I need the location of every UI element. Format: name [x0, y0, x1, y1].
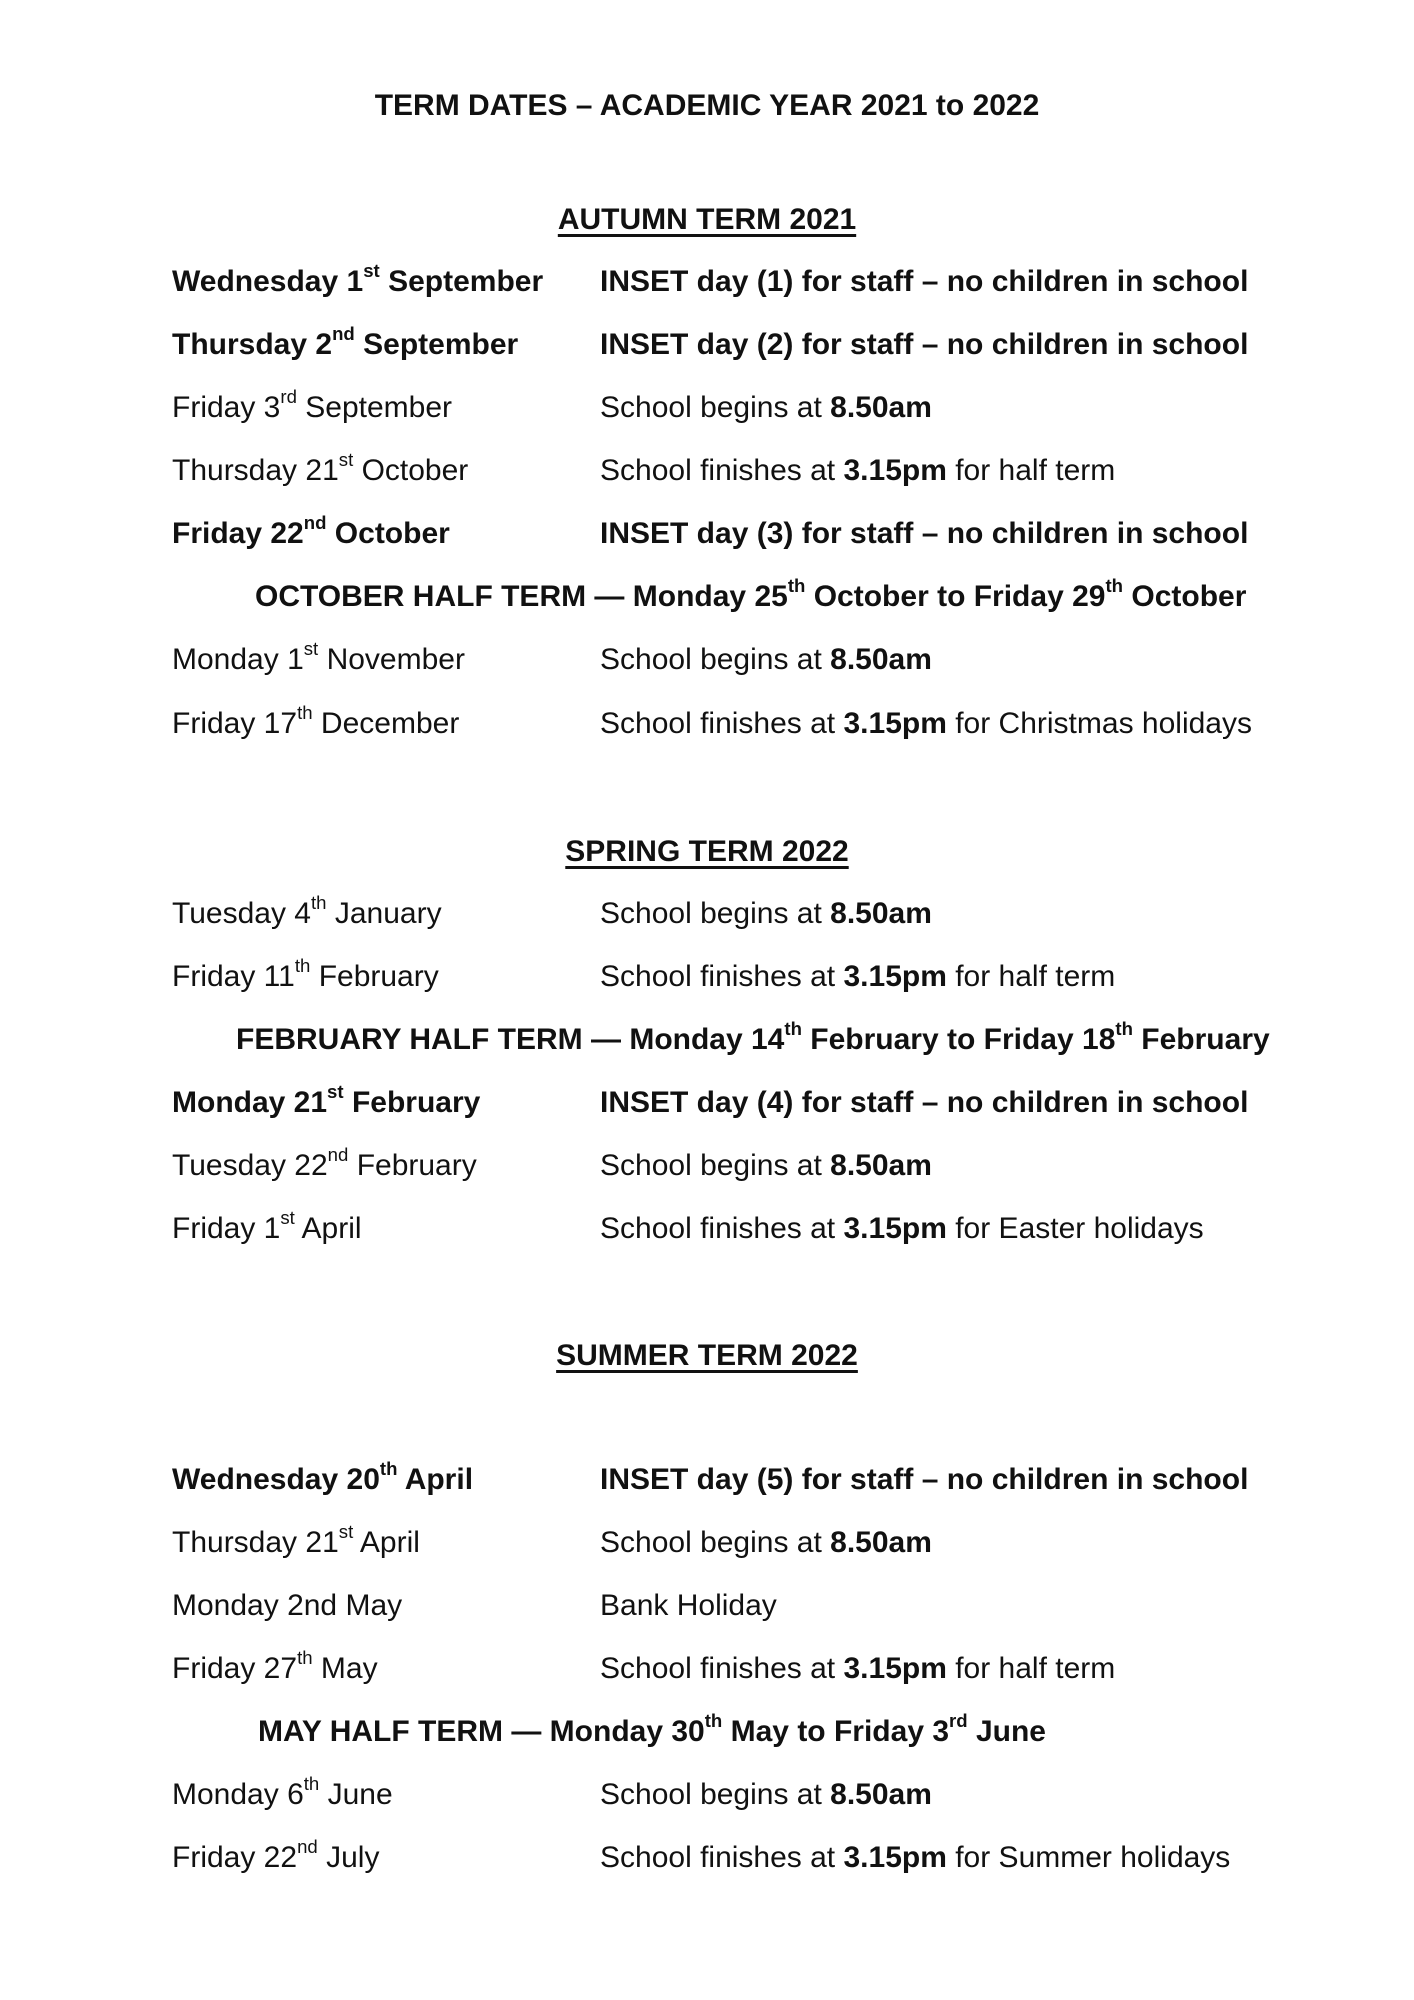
description-text: School begins at [600, 391, 831, 424]
ordinal-suffix: th [297, 702, 313, 724]
half-term-text [255, 577, 1246, 617]
description-cell [600, 1649, 1115, 1689]
date-cell [172, 388, 452, 428]
date-day: Thursday 21 [172, 1526, 339, 1559]
description-cell [600, 957, 1115, 997]
description-cell [600, 514, 1248, 554]
description-text: School finishes at [600, 960, 844, 993]
ordinal-suffix: st [280, 1207, 295, 1229]
date-month: January [334, 897, 442, 930]
ordinal-suffix: th [310, 892, 327, 914]
time-value: 8.50am [830, 1149, 932, 1182]
date-month: June [327, 1778, 393, 1811]
description-cell [600, 325, 1248, 365]
half-term-row [0, 1712, 1414, 1756]
date-cell [172, 894, 442, 934]
date-cell [172, 957, 439, 997]
description-text: INSET day (5) for staff – no children in school [600, 1463, 1249, 1496]
date-day: Friday 1 [172, 1212, 281, 1245]
date-day: Wednesday 20 [172, 1463, 380, 1496]
description-cell [600, 388, 932, 428]
half-term-middle: May to Friday 3 [730, 1715, 950, 1748]
date-row [0, 1460, 1414, 1504]
ordinal-suffix: st [338, 449, 354, 471]
description-cell [600, 1083, 1248, 1123]
description-suffix: for half term [946, 1652, 1116, 1685]
ordinal-suffix: th [704, 1710, 723, 1732]
time-value: 8.50am [830, 391, 932, 424]
date-cell [172, 514, 450, 554]
date-month: May [320, 1652, 378, 1685]
date-row [0, 1523, 1414, 1567]
half-term-end: October [1131, 580, 1247, 613]
date-month: February [318, 960, 439, 993]
date-cell [172, 1146, 477, 1186]
ordinal-suffix: nd [327, 1144, 349, 1166]
ordinal-suffix: st [327, 1081, 344, 1103]
description-cell [600, 1209, 1204, 1249]
description-cell [600, 704, 1252, 744]
ordinal-suffix: st [338, 1521, 354, 1543]
date-row [0, 1838, 1414, 1882]
date-day: Friday 17 [172, 707, 298, 740]
date-day: Monday 2nd May [172, 1589, 403, 1622]
time-value: 8.50am [830, 1778, 932, 1811]
date-row [0, 325, 1414, 369]
date-row [0, 1649, 1414, 1693]
description-cell [600, 451, 1115, 491]
date-month: October [334, 517, 450, 550]
half-term-text [258, 1712, 1046, 1752]
date-cell [172, 1523, 420, 1563]
half-term-label: OCTOBER HALF TERM — Monday 25 [255, 580, 788, 613]
date-month: September [388, 265, 544, 298]
description-text: School finishes at [600, 1841, 844, 1874]
document-title: TERM DATES – ACADEMIC YEAR 2021 to 2022 [374, 89, 1040, 122]
description-suffix: for half term [946, 960, 1116, 993]
description-suffix: for Summer holidays [946, 1841, 1231, 1874]
description-cell [600, 1586, 777, 1626]
time-value: 8.50am [830, 1526, 932, 1559]
date-row [0, 1586, 1414, 1630]
date-month: April [404, 1463, 474, 1496]
description-text: School begins at [600, 1526, 831, 1559]
description-text: Bank Holiday [600, 1589, 777, 1622]
date-row [0, 262, 1414, 306]
date-month: September [363, 328, 519, 361]
time-value: 3.15pm [843, 707, 947, 740]
half-term-label: MAY HALF TERM — Monday 30 [258, 1715, 705, 1748]
date-row [0, 1146, 1414, 1190]
term-heading: SUMMER TERM 2022 [556, 1339, 858, 1372]
description-text: School finishes at [600, 707, 844, 740]
date-row [0, 1209, 1414, 1253]
date-row [0, 451, 1414, 495]
description-cell [600, 262, 1248, 302]
description-suffix: for Easter holidays [946, 1212, 1204, 1245]
date-day: Friday 27 [172, 1652, 298, 1685]
date-row [0, 514, 1414, 558]
date-cell [172, 1586, 402, 1626]
description-cell [600, 1838, 1230, 1878]
half-term-row [0, 1020, 1414, 1064]
date-day: Friday 22 [172, 1841, 298, 1874]
half-term-end: June [975, 1715, 1046, 1748]
date-cell [172, 451, 468, 491]
date-day: Monday 1 [172, 643, 304, 676]
half-term-label: FEBRUARY HALF TERM — Monday 14 [236, 1023, 785, 1056]
date-cell [172, 325, 518, 365]
date-day: Monday 21 [172, 1086, 328, 1119]
description-text: School finishes at [600, 1652, 844, 1685]
ordinal-suffix: st [303, 638, 319, 660]
date-day: Thursday 2 [172, 328, 333, 361]
ordinal-suffix: st [363, 260, 380, 282]
date-day: Monday 6 [172, 1778, 304, 1811]
ordinal-suffix: th [1115, 1018, 1133, 1040]
ordinal-suffix: rd [949, 1710, 968, 1732]
time-value: 3.15pm [843, 1841, 947, 1874]
date-cell [172, 1460, 473, 1500]
date-cell [172, 1775, 393, 1815]
description-text: INSET day (2) for staff – no children in school [600, 328, 1249, 361]
ordinal-suffix: th [294, 955, 311, 977]
date-day: Friday 22 [172, 517, 304, 550]
term-heading: AUTUMN TERM 2021 [557, 203, 857, 236]
date-row [0, 1775, 1414, 1819]
description-text: School finishes at [600, 454, 844, 487]
date-month: September [305, 391, 453, 424]
half-term-end: February [1141, 1023, 1270, 1056]
date-cell [172, 640, 465, 680]
ordinal-suffix: th [303, 1773, 320, 1795]
date-row [0, 1083, 1414, 1127]
half-term-middle: October to Friday 29 [813, 580, 1106, 613]
date-day: Wednesday 1 [172, 265, 364, 298]
date-day: Friday 3 [172, 391, 281, 424]
half-term-row [0, 577, 1414, 621]
ordinal-suffix: th [787, 575, 806, 597]
ordinal-suffix: th [379, 1458, 398, 1480]
time-value: 3.15pm [843, 1212, 947, 1245]
ordinal-suffix: nd [303, 512, 327, 534]
date-cell [172, 262, 543, 302]
date-row [0, 704, 1414, 748]
date-month: October [361, 454, 469, 487]
ordinal-suffix: nd [332, 323, 355, 345]
date-row [0, 640, 1414, 684]
date-cell [172, 1083, 480, 1123]
description-cell [600, 1775, 932, 1815]
description-text: School begins at [600, 643, 831, 676]
description-suffix: for half term [946, 454, 1116, 487]
date-day: Tuesday 22 [172, 1149, 328, 1182]
description-text: School begins at [600, 897, 831, 930]
ordinal-suffix: nd [297, 1836, 318, 1858]
time-value: 3.15pm [843, 1652, 947, 1685]
date-cell [172, 1838, 379, 1878]
ordinal-suffix: th [1105, 575, 1124, 597]
description-text: School begins at [600, 1149, 831, 1182]
half-term-middle: February to Friday 18 [810, 1023, 1116, 1056]
date-day: Tuesday 4 [172, 897, 311, 930]
description-text: School begins at [600, 1778, 831, 1811]
ordinal-suffix: th [784, 1018, 802, 1040]
date-day: Friday 11 [172, 960, 295, 993]
description-cell [600, 1146, 932, 1186]
date-cell [172, 1649, 378, 1689]
description-text: School finishes at [600, 1212, 844, 1245]
date-month: December [320, 707, 460, 740]
ordinal-suffix: rd [280, 386, 297, 408]
description-cell [600, 1460, 1248, 1500]
time-value: 3.15pm [843, 454, 947, 487]
description-cell [600, 894, 932, 934]
date-row [0, 894, 1414, 938]
date-month: April [301, 1212, 362, 1245]
date-month: November [326, 643, 465, 676]
date-month: February [351, 1086, 481, 1119]
date-cell [172, 1209, 362, 1249]
date-row [0, 388, 1414, 432]
ordinal-suffix: th [297, 1647, 313, 1669]
time-value: 8.50am [830, 897, 932, 930]
time-value: 8.50am [830, 643, 932, 676]
time-value: 3.15pm [843, 960, 947, 993]
date-day: Thursday 21 [172, 454, 339, 487]
date-month: July [326, 1841, 380, 1874]
description-cell [600, 1523, 932, 1563]
date-month: April [359, 1526, 420, 1559]
date-cell [172, 704, 459, 744]
term-heading: SPRING TERM 2022 [565, 835, 849, 868]
half-term-text [236, 1020, 1270, 1060]
description-suffix: for Christmas holidays [946, 707, 1252, 740]
description-text: INSET day (4) for staff – no children in school [600, 1086, 1249, 1119]
description-cell [600, 640, 932, 680]
date-row [0, 957, 1414, 1001]
date-month: February [356, 1149, 477, 1182]
description-text: INSET day (3) for staff – no children in school [600, 517, 1249, 550]
description-text: INSET day (1) for staff – no children in school [600, 265, 1249, 298]
